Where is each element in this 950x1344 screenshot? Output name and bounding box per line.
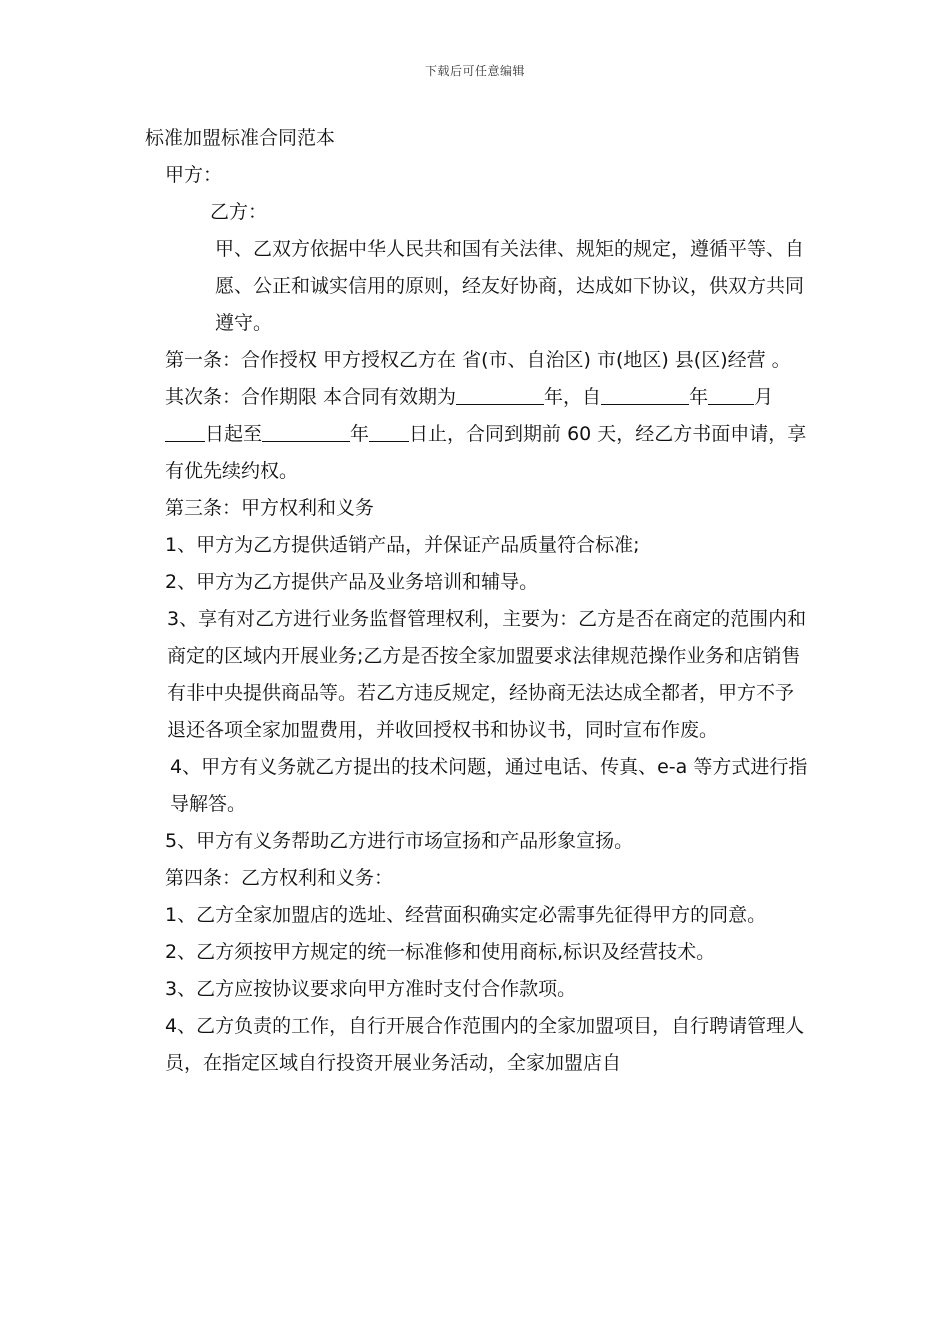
article-4-item: 2、乙方须按甲方规定的统一标准修和使用商标,标识及经营技术。 (165, 941, 716, 963)
blank-start-year (601, 382, 689, 405)
article-2-part-5: 日起至 (205, 423, 263, 445)
article-2-part-4: 月 (754, 386, 774, 408)
article-3-item: 5、甲方有义务帮助乙方进行市场宣扬和产品形象宣扬。 (165, 830, 634, 852)
article-4-item: 3、乙方应按协议要求向甲方准时支付合作款项。 (165, 978, 577, 1000)
article-2 (145, 379, 810, 490)
blank-start-day (165, 419, 205, 442)
blank-start-month-cont (738, 382, 754, 405)
article-4-heading: 第四条：乙方权利和义务： (165, 867, 394, 889)
article-2-part-2: 年，自 (544, 386, 602, 408)
article-3-item: 2、甲方为乙方提供产品及业务培训和辅导。 (165, 571, 539, 593)
document-title: 标准加盟标准合同范本 (145, 127, 336, 149)
party-a-label: 甲方： (165, 164, 223, 186)
article-2-part-3: 年 (689, 386, 709, 408)
blank-years (456, 382, 544, 405)
preamble-paragraph (145, 231, 810, 342)
blank-end-day (369, 419, 409, 442)
article-3-item: 4、甲方有义务就乙方提出的技术问题，通过电话、传真、e-a 等方式进行指导解答。 (170, 756, 808, 815)
article-3-item: 3、享有对乙方进行业务监督管理权利，主要为：乙方是否在商定的范围内和商定的区域内开展业务;乙方是否按全家加盟要求法律规范操作业务和店销售有非中央提供商品等。若乙方违反规定，经协商无法达成全都者，甲方不予退还各项全家加盟费用，并收回授权书和协议书，同时宣布作废。 (167, 608, 807, 741)
blank-end-year (262, 419, 350, 442)
article-2-part-6: 年 (350, 423, 370, 445)
article-2-part-7: 日止，合同到期前 60 天，经乙方书面申请，享有优先续约权。 (165, 423, 807, 482)
preamble-text: 甲、乙双方依据中华人民共和国有关法律、规矩的规定，遵循平等、自愿、公正和诚实信用的原则，经友好协商，达成如下协议，供双方共同遵守。 (215, 238, 805, 334)
article-4-item: 4、乙方负责的工作，自行开展合作范围内的全家加盟项目，自行聘请管理人员，在指定区域自行投资开展业务活动，全家加盟店自 (165, 1015, 805, 1074)
page-header-note: 下载后可任意编辑 (424, 64, 525, 78)
article-2-part-1: 其次条：合作期限 本合同有效期为 (165, 386, 457, 408)
blank-start-month (708, 382, 738, 405)
article-3-item: 1、甲方为乙方提供适销产品，并保证产品质量符合标准; (165, 534, 640, 556)
document-body (145, 120, 810, 1082)
article-1: 第一条：合作授权 甲方授权乙方在 省(市、自治区) 市(地区) 县(区)经营 。 (165, 349, 791, 371)
party-b-label: 乙方： (210, 201, 268, 223)
article-4-item: 1、乙方全家加盟店的选址、经营面积确实定必需事先征得甲方的同意。 (165, 904, 767, 926)
article-3-heading: 第三条：甲方权利和义务 (165, 497, 375, 519)
